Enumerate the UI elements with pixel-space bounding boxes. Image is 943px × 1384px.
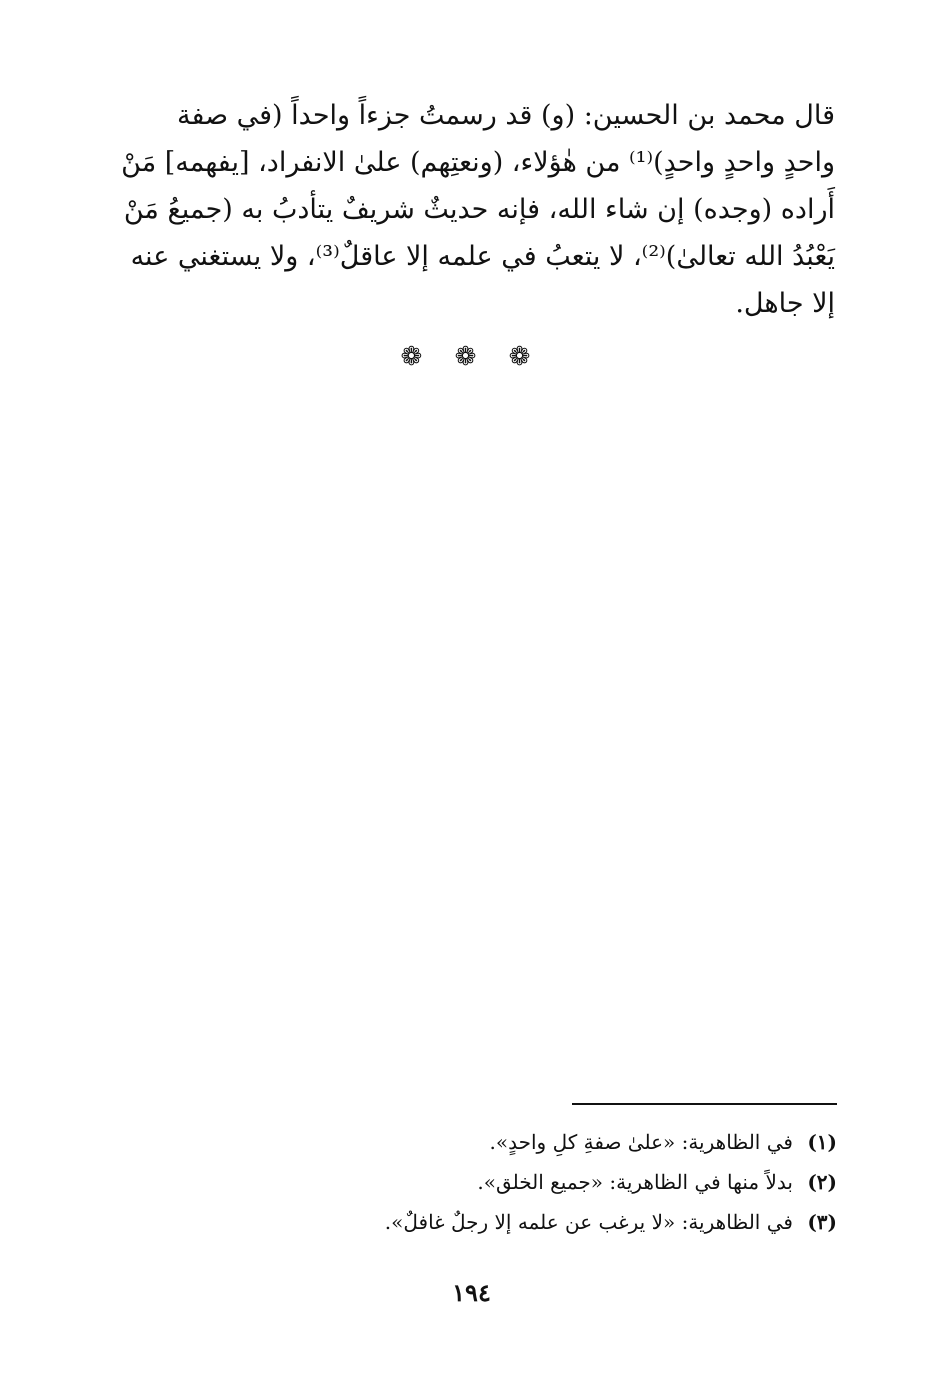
text-line-1: قال محمد بن الحسين: (و) قد رسمتُ جزءاً واحداً (في صفة	[176, 100, 835, 131]
text-line-3: أَراده (وجده) إن شاء الله، فإنه حديثٌ شريفٌ يتأدبُ به (جميعُ مَنْ	[123, 194, 835, 225]
text-line-5: إلا جاهل.	[735, 288, 835, 319]
text-line-4: يَعْبُدُ الله تعالىٰ)⁽²⁾، لا يتعبُ في علمه إلا عاقلٌ⁽³⁾، ولا يستغني عنه	[130, 241, 835, 272]
footnote-number: (٣)	[807, 1210, 837, 1234]
footnote-text: في الظاهرية: «علىٰ صفةِ كلِ واحدٍ».	[489, 1130, 793, 1154]
text-line-2: واحدٍ واحدٍ واحدٍ)⁽¹⁾ من هٰؤلاء، (ونعتِهم) علىٰ الانفراد، [يفهمه] مَنْ	[121, 147, 835, 178]
main-text-block	[95, 92, 835, 327]
footnotes-section	[277, 1122, 837, 1242]
footnote-text: في الظاهرية: «لا يرغب عن علمه إلا رجلٌ غافلٌ».	[384, 1210, 793, 1234]
footnote-number: (١)	[807, 1130, 837, 1154]
page-number: ١٩٤	[452, 1278, 491, 1307]
footnote-number: (٢)	[807, 1170, 837, 1194]
section-divider-ornament: ❁ ❁ ❁	[400, 342, 543, 372]
footnote-2	[277, 1162, 837, 1202]
footnote-3	[277, 1202, 837, 1242]
footnote-1	[277, 1122, 837, 1162]
footnote-text: بدلاً منها في الظاهرية: «جميع الخلق».	[477, 1170, 793, 1194]
footnote-separator	[572, 1103, 837, 1105]
